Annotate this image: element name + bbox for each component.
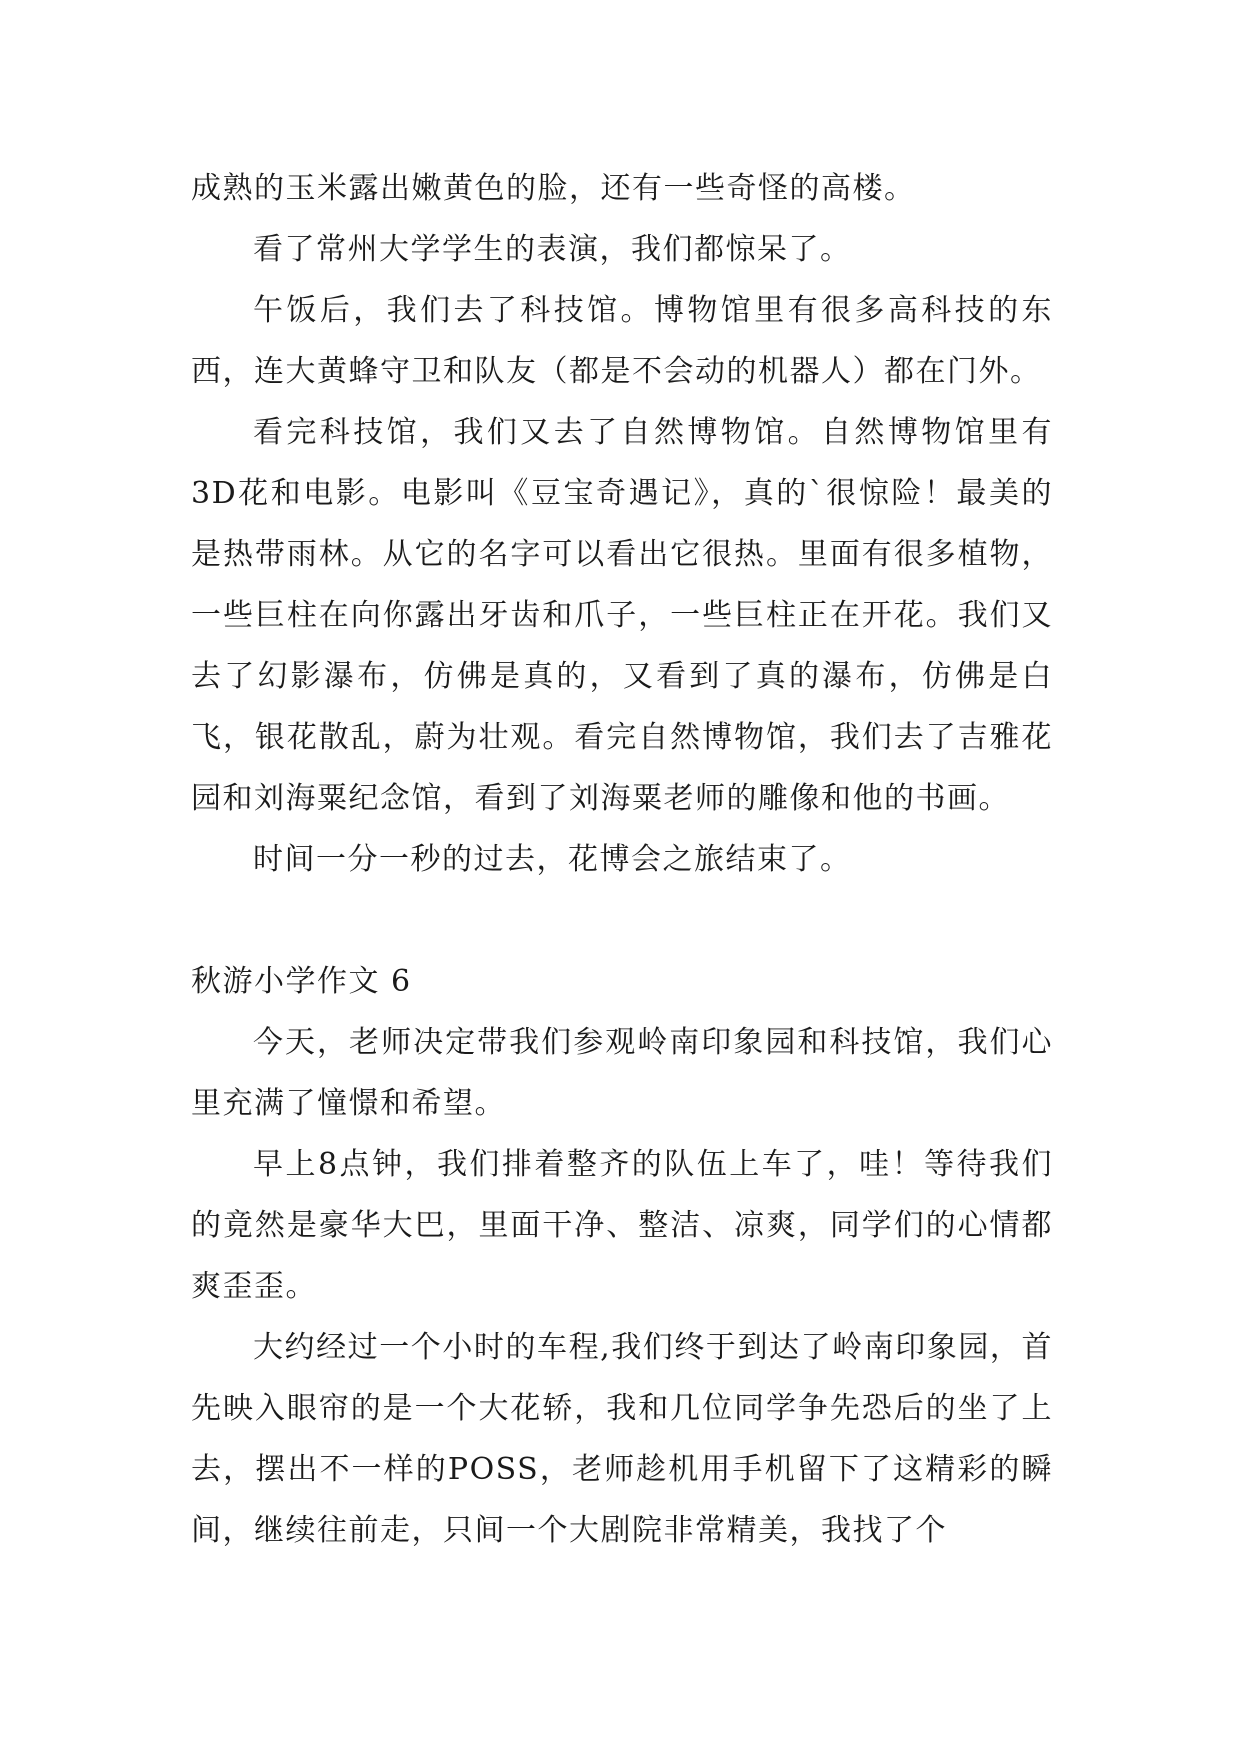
paragraph: 午饭后，我们去了科技馆。博物馆里有很多高科技的东西，连大黄蜂守卫和队友（都是不会动的机器人）都在门外。	[191, 293, 1053, 389]
paragraph: 时间一分一秒的过去，花博会之旅结束了。	[253, 842, 852, 877]
paragraph: 早上8点钟，我们排着整齐的队伍上车了，哇！等待我们的竟然是豪华大巴，里面干净、整洁、凉爽，同学们的心情都爽歪歪。	[191, 1147, 1053, 1304]
section-spacer	[191, 890, 1053, 951]
paragraph: 大约经过一个小时的车程,我们终于到达了岭南印象园，首先映入眼帘的是一个大花轿，我和几位同学争先恐后的坐了上去，摆出不一样的POSS，老师趁机用手机留下了这精彩的瞬间，继续往前走，只间一个大剧院非常精美，我找了个	[191, 1330, 1053, 1548]
paragraph: 今天，老师决定带我们参观岭南印象园和科技馆，我们心里充满了憧憬和希望。	[191, 1025, 1053, 1121]
section-title: 秋游小学作文 6	[191, 964, 412, 999]
paragraph: 看完科技馆，我们又去了自然博物馆。自然博物馆里有3D花和电影。电影叫《豆宝奇遇记》，真的`很惊险！最美的是热带雨林。从它的名字可以看出它很热。里面有很多植物，一些巨柱在向你露出牙齿和爪子，一些巨柱正在开花。我们又去了幻影瀑布，仿佛是真的，又看到了真的瀑布，仿佛是白飞，银花散乱，蔚为壮观。看完自然博物馆，我们去了吉雅花园和刘海粟纪念馆，看到了刘海粟老师的雕像和他的书画。	[191, 415, 1053, 816]
document-body	[191, 158, 1053, 1561]
paragraph-continued: 成熟的玉米露出嫩黄色的脸，还有一些奇怪的高楼。	[191, 171, 916, 206]
paragraph: 看了常州大学学生的表演，我们都惊呆了。	[253, 232, 852, 267]
